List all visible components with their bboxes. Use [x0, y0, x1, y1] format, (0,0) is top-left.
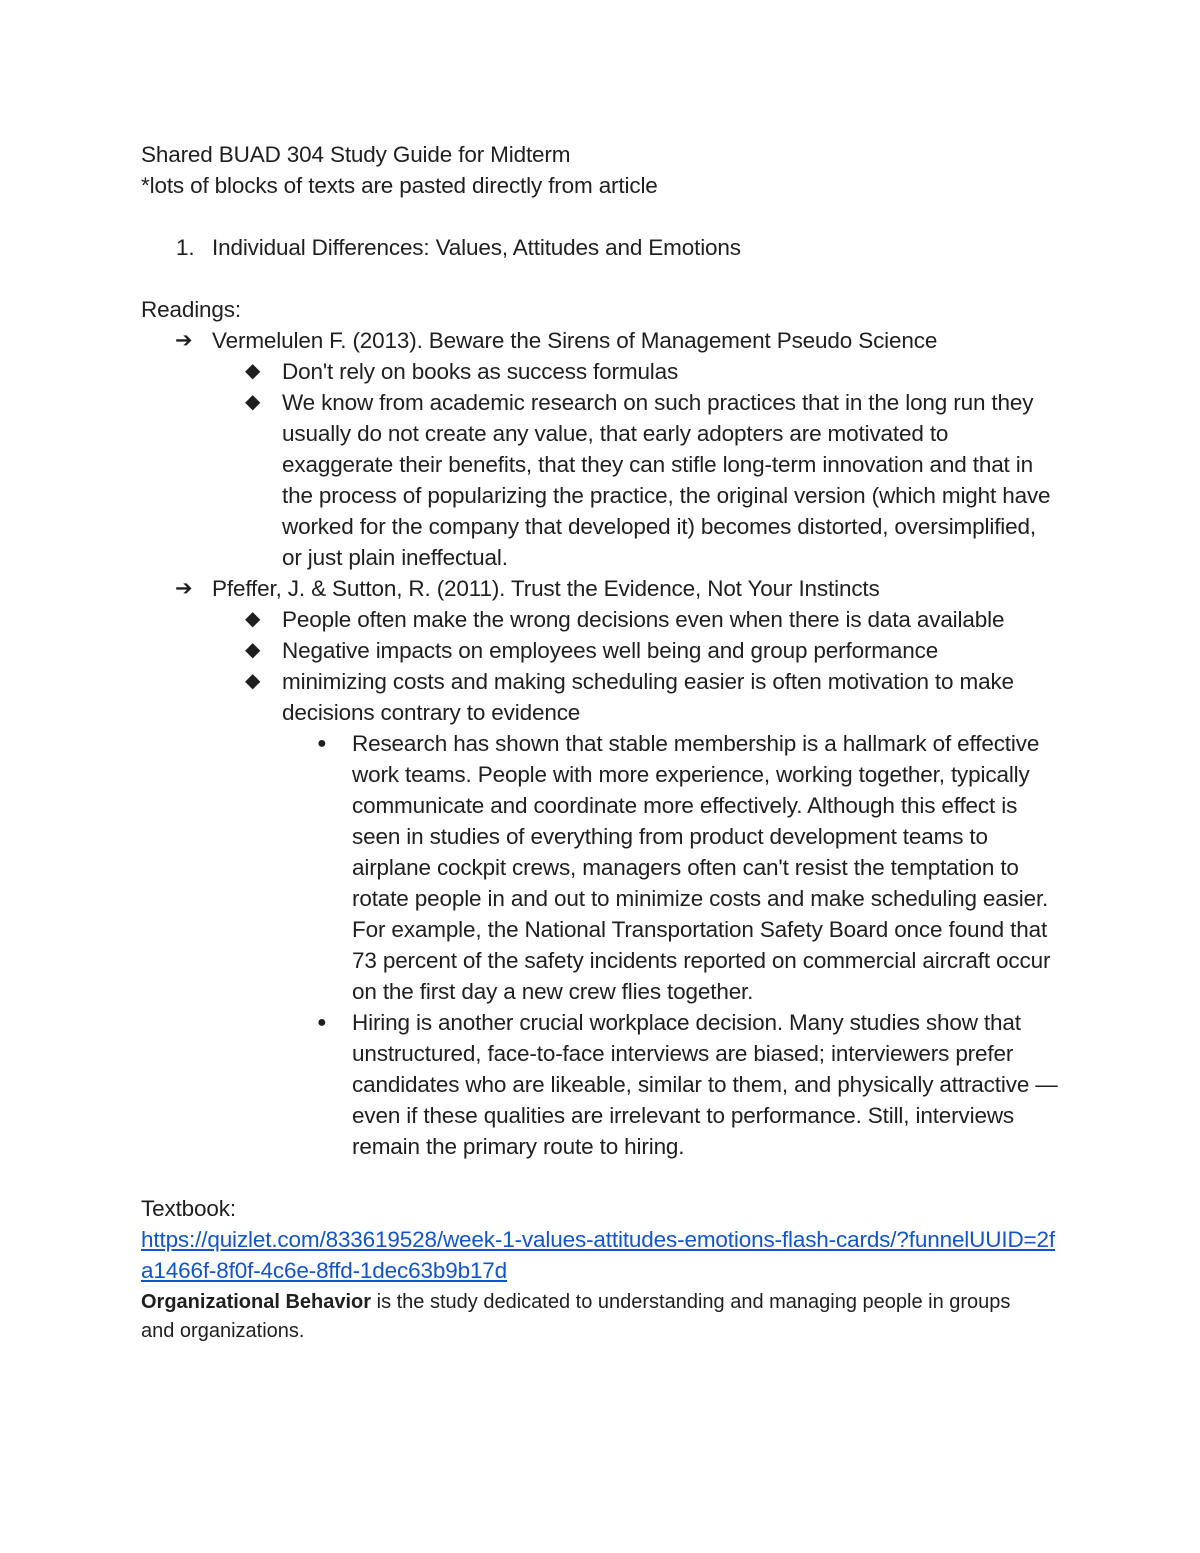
reading-point: [141, 356, 1061, 387]
dot-bullet-icon: ●: [317, 1014, 327, 1031]
reading-subpoint: [141, 728, 1061, 1007]
definition-term: Organizational Behavior: [141, 1291, 372, 1313]
spacer: [141, 201, 1061, 232]
reading-citation: Pfeffer, J. & Sutton, R. (2011). Trust the Evidence, Not Your Instincts: [212, 576, 880, 601]
definition-text: is the study dedicated to understanding and managing people in groups and organizations.: [141, 1291, 1011, 1342]
spacer: [141, 263, 1061, 294]
diamond-bullet-icon: ◆: [245, 608, 261, 630]
arrow-bullet-icon: ➔: [175, 329, 193, 352]
document-title: Shared BUAD 304 Study Guide for Midterm: [141, 142, 571, 167]
reading-point: [141, 666, 1061, 728]
textbook-label: Textbook:: [141, 1196, 236, 1221]
reading-point-text: Negative impacts on employees well being and group performance: [282, 638, 939, 663]
diamond-bullet-icon: ◆: [245, 670, 261, 692]
reading-point: [141, 387, 1061, 573]
textbook-link[interactable]: https://quizlet.com/833619528/week-1-values-attitudes-emotions-flash-cards/?funnelUUID=2fa1466f-8f0f-4c6e-8ffd-1dec63b9b17d: [141, 1227, 1056, 1283]
document-note: *lots of blocks of texts are pasted directly from article: [141, 173, 658, 198]
readings-label: Readings:: [141, 297, 241, 322]
reading-subpoint-text: Research has shown that stable membership is a hallmark of effective work teams. People with more experience, working together, typically communicate and coordinate more effectively. Although this effect is seen in studies of everything from product development teams to airplane cockpit crews, managers often can't resist the temptation to rotate people in and out to minimize costs and make scheduling easier. For example, the National Transportation Safety Board once found that 73 percent of the safety incidents reported on commercial aircraft occur on the first day a new crew flies together.: [352, 731, 1051, 1004]
definition-paragraph: [141, 1288, 1041, 1346]
reading-point: [141, 635, 1061, 666]
section-number: 1.: [176, 235, 195, 260]
reading-point-text: People often make the wrong decisions even when there is data available: [282, 607, 1005, 632]
section-heading: Individual Differences: Values, Attitudes and Emotions: [212, 235, 741, 260]
diamond-bullet-icon: ◆: [245, 639, 261, 661]
reading-point-text: Don't rely on books as success formulas: [282, 359, 679, 384]
section-heading-row: [141, 232, 1061, 263]
reading-subpoint: [141, 1007, 1061, 1162]
reading-item: [141, 573, 1061, 604]
reading-point-text: minimizing costs and making scheduling easier is often motivation to make decisions contrary to evidence: [282, 669, 1014, 725]
reading-point-text: We know from academic research on such practices that in the long run they usually do not create any value, that early adopters are motivated to exaggerate their benefits, that they can stifle long-term innovation and that in the process of popularizing the practice, the original version (which might have worked for the company that developed it) becomes distorted, oversimplified, or just plain ineffectual.: [282, 390, 1051, 570]
diamond-bullet-icon: ◆: [245, 391, 261, 413]
reading-item: [141, 325, 1061, 356]
dot-bullet-icon: ●: [317, 735, 327, 752]
reading-subpoint-text: Hiring is another crucial workplace decision. Many studies show that unstructured, face-to-face interviews are biased; interviewers prefer candidates who are likeable, similar to them, and physically attractive — even if these qualities are irrelevant to performance. Still, interviews remain the primary route to hiring.: [352, 1010, 1058, 1159]
spacer: [141, 1162, 1061, 1193]
reading-point: [141, 604, 1061, 635]
reading-citation: Vermelulen F. (2013). Beware the Sirens of Management Pseudo Science: [212, 328, 938, 353]
diamond-bullet-icon: ◆: [245, 360, 261, 382]
document-page: [141, 139, 1061, 1346]
arrow-bullet-icon: ➔: [175, 577, 193, 600]
